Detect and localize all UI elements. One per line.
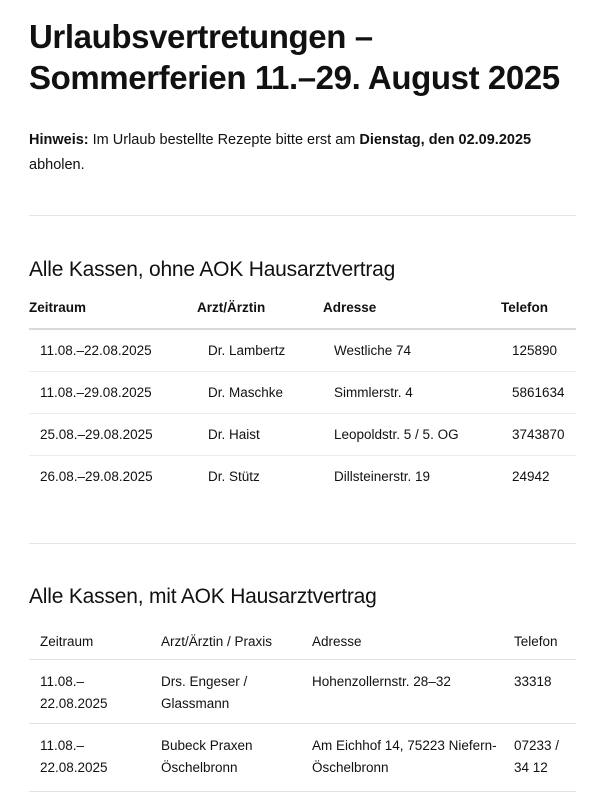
table-header-row [29,623,576,660]
cell-zeitraum: 26.08.–29.08.2025 [40,469,153,484]
cell-zeitraum: 11.08.– 22.08.2025 [40,738,108,775]
page-title [29,16,589,98]
cell-adresse: Leopoldstr. 5 / 5. OG [334,427,459,442]
cell-zeitraum: 11.08.–22.08.2025 [40,343,152,358]
col-header-telefon: Telefon [514,633,558,649]
notice-text-after: abholen. [29,157,85,173]
cell-telefon: 33318 [514,674,552,689]
table-row [29,372,576,414]
cell-arzt: Dr. Lambertz [208,343,286,358]
col-header-adresse: Adresse [312,633,362,649]
col-header-telefon: Telefon [501,300,548,315]
table-row [29,414,576,456]
notice-date: Dienstag, den 02.09.2025 [359,132,532,148]
table-ohne-aok [29,298,576,497]
cell-zeitraum: 11.08.–29.08.2025 [40,385,152,400]
col-header-adresse: Adresse [323,300,377,315]
cell-arzt-praxis: Bubeck Praxen Öschelbronn [161,738,253,775]
notice-label: Hinweis: [29,132,89,148]
notice-text-before: Im Urlaub bestellte Rezepte bitte erst am [88,132,360,148]
page-title-line2: Sommerferien 11.–29. August 2025 [29,59,560,96]
divider-2 [29,543,576,544]
cell-telefon: 3743870 [512,427,565,442]
cell-arzt: Dr. Maschke [208,385,284,400]
table-row [29,660,576,724]
cell-zeitraum: 11.08.– 22.08.2025 [40,674,108,711]
cell-adresse: Dillsteinerstr. 19 [334,469,431,484]
table-row [29,329,576,372]
section1-heading: Alle Kassen, ohne AOK Hausarztvertrag [29,258,396,281]
cell-adresse: Westliche 74 [334,343,412,358]
cell-telefon: 07233 / 34 12 [514,738,560,775]
section2-heading: Alle Kassen, mit AOK Hausarztvertrag [29,585,377,608]
col-header-zeitraum: Zeitraum [40,633,94,649]
cell-arzt-praxis: Drs. Engeser / Glassmann [161,674,248,711]
page-title-line1: Urlaubsvertretungen – [29,18,373,55]
notice [29,128,589,178]
cell-zeitraum: 25.08.–29.08.2025 [40,427,153,442]
cell-telefon: 125890 [512,343,558,358]
cell-arzt: Dr. Stütz [208,469,260,484]
table-header-row [29,298,576,329]
table-mit-aok [29,623,576,792]
col-header-zeitraum: Zeitraum [29,300,87,315]
cell-adresse: Hohenzollernstr. 28–32 [312,674,451,689]
divider-1 [29,215,576,216]
cell-telefon: 5861634 [512,385,565,400]
cell-telefon: 24942 [512,469,550,484]
cell-adresse: Am Eichhof 14, 75223 Niefern-Öschelbronn [312,738,497,775]
cell-arzt: Dr. Haist [208,427,260,442]
col-header-arzt-praxis: Arzt/Ärztin / Praxis [161,633,273,649]
col-header-arzt: Arzt/Ärztin [197,300,266,315]
table-row [29,724,576,792]
table-row [29,456,576,498]
cell-adresse: Simmlerstr. 4 [334,385,413,400]
